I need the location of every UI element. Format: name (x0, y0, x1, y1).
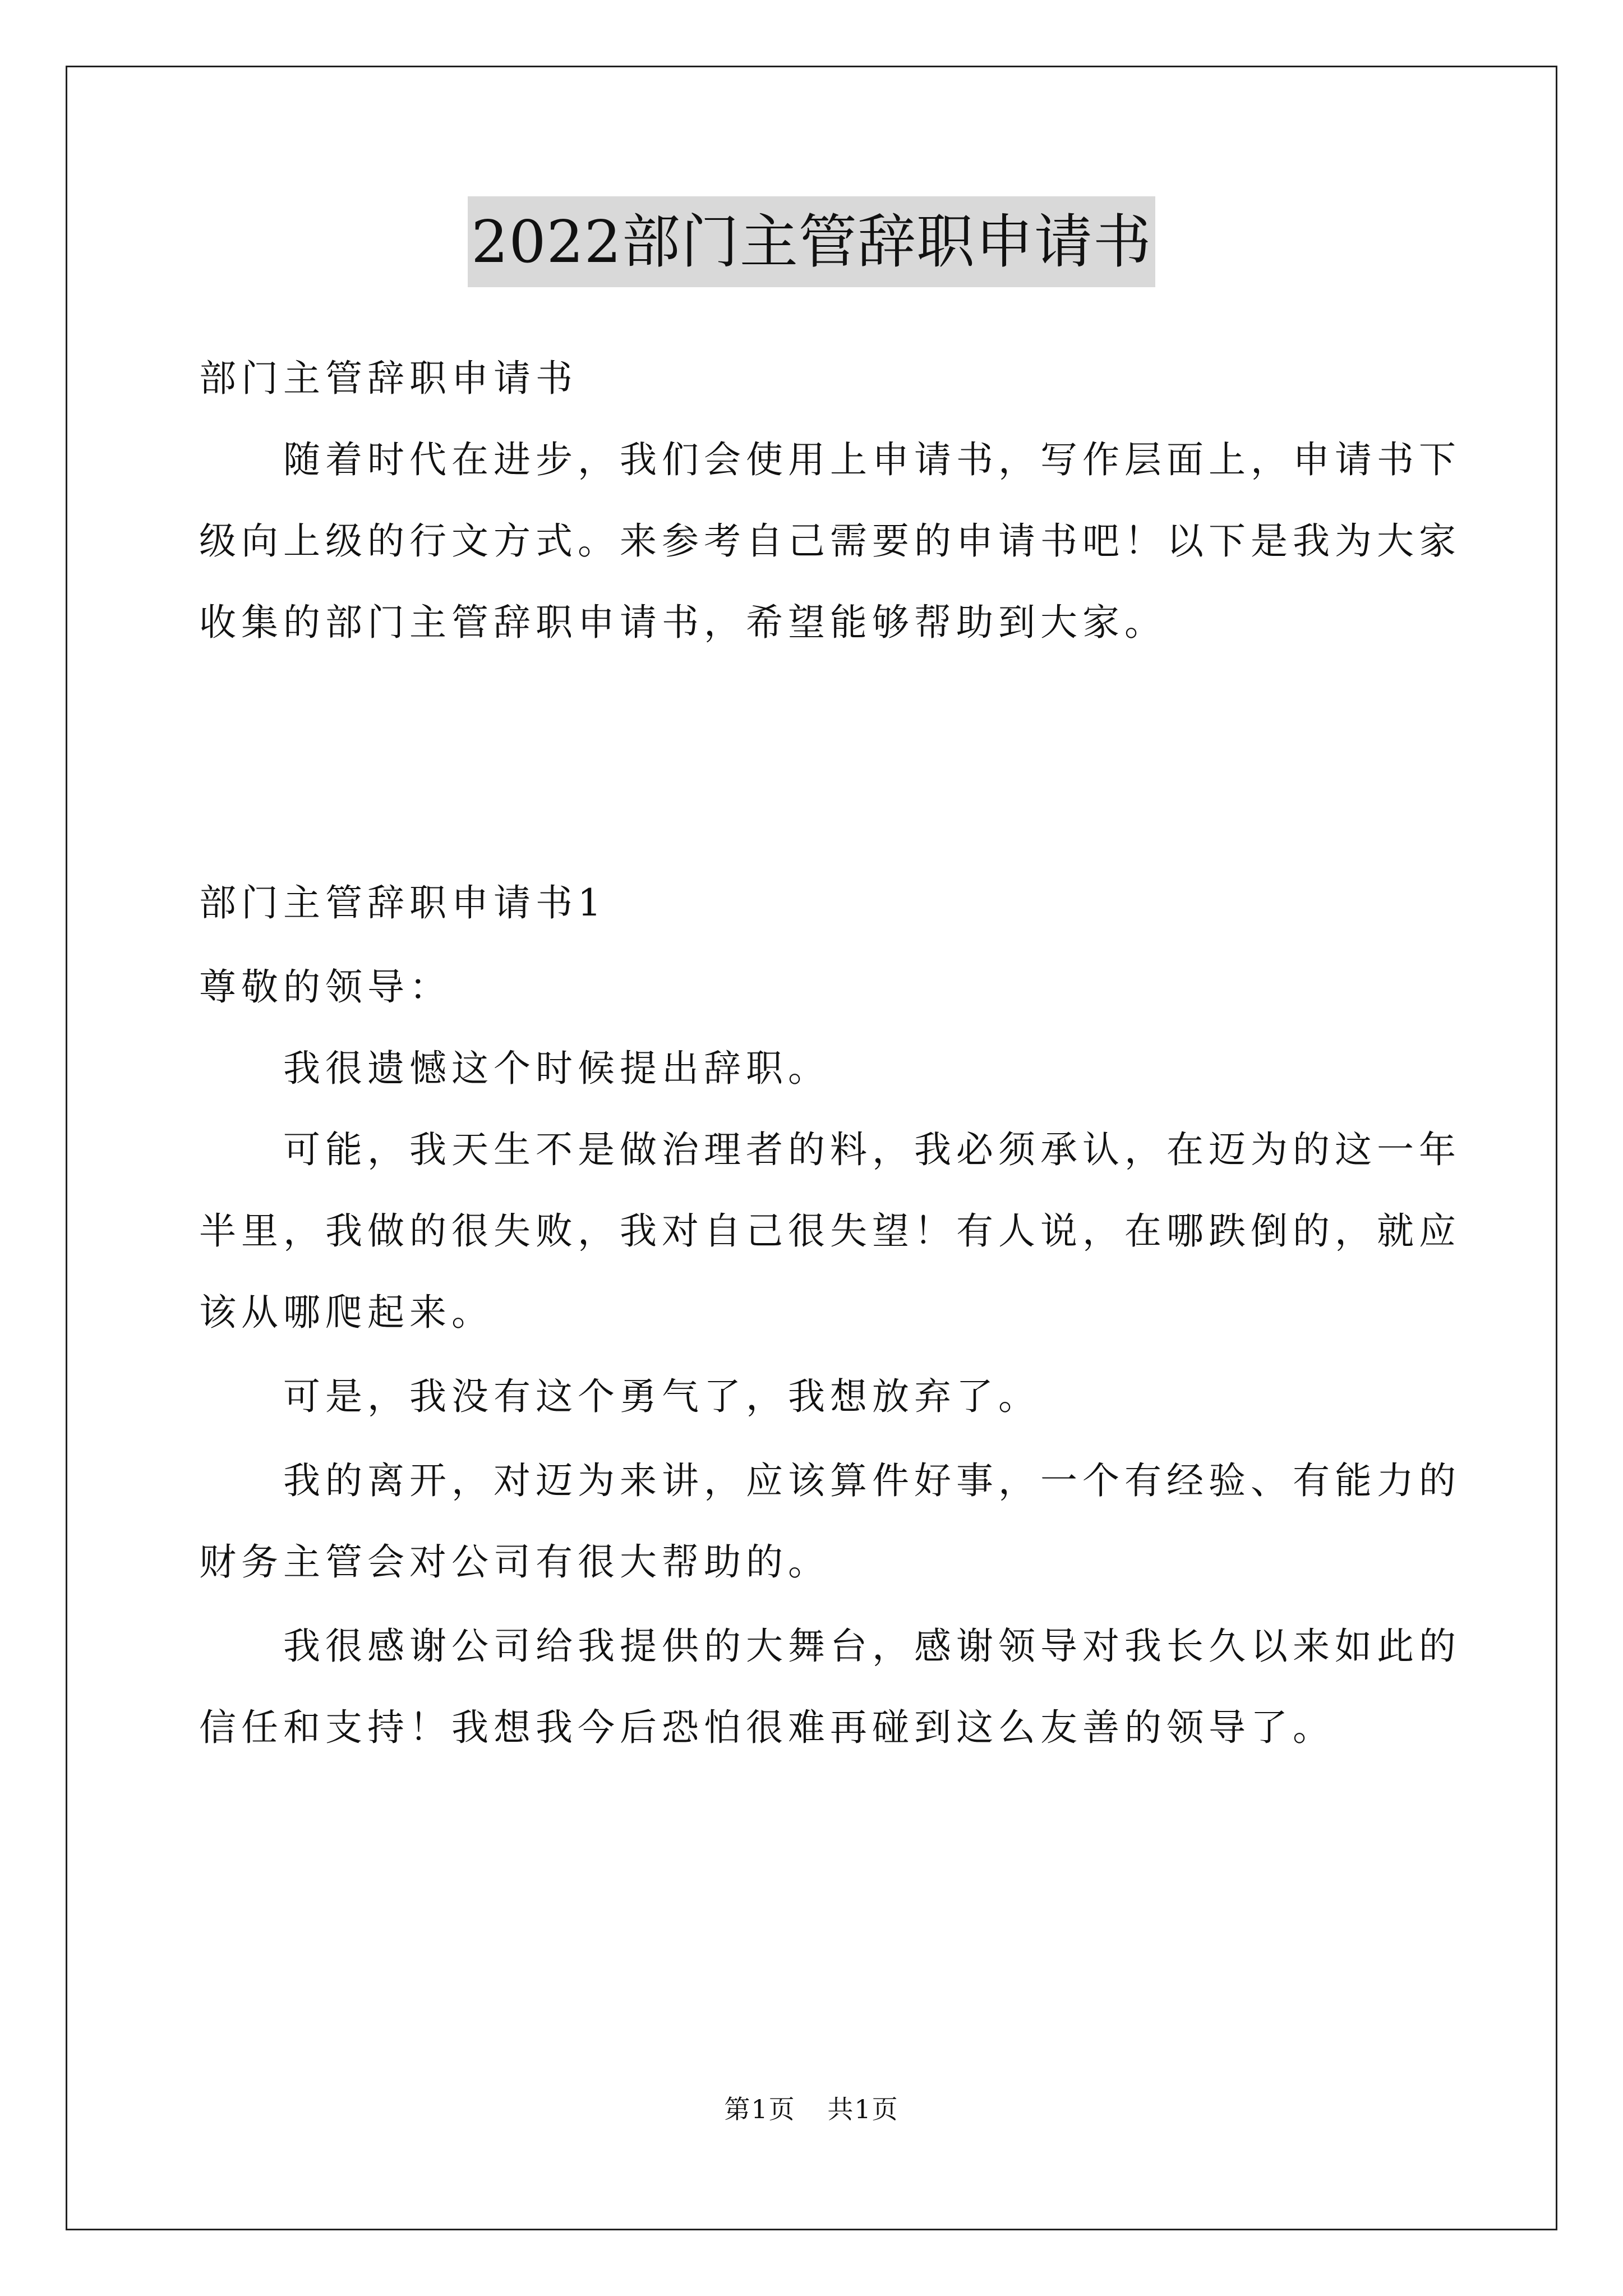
title-container (0, 196, 1623, 287)
paragraph-line: 我很感谢公司给我提供的大舞台，感谢领导对我长久以来如此的 (199, 1625, 1461, 1668)
document-title: 2022部门主管辞职申请书 (468, 196, 1155, 287)
paragraph-line: 级向上级的行文方式。来参考自己需要的申请书吧！以下是我为大家 (199, 519, 1461, 563)
paragraph-line: 我很遗憾这个时候提出辞职。 (199, 1047, 830, 1090)
paragraph-line: 可是，我没有这个勇气了，我想放弃了。 (199, 1375, 1040, 1418)
section-heading: 部门主管辞职申请书 (199, 357, 578, 400)
salutation: 尊敬的领导： (199, 965, 451, 1009)
paragraph-line: 该从哪爬起来。 (199, 1291, 494, 1334)
page-total: 共1页 (827, 2094, 899, 2124)
paragraph-line: 财务主管会对公司有很大帮助的。 (199, 1540, 830, 1584)
page-footer (0, 2092, 1623, 2126)
section-heading: 部门主管辞职申请书1 (199, 881, 606, 924)
paragraph-line: 我的离开，对迈为来讲，应该算件好事，一个有经验、有能力的 (199, 1459, 1461, 1502)
paragraph-line: 可能，我天生不是做治理者的料，我必须承认，在迈为的这一年 (199, 1128, 1461, 1171)
paragraph-line: 收集的部门主管辞职申请书，希望能够帮助到大家。 (199, 601, 1166, 644)
page-number: 第1页 (724, 2094, 796, 2124)
paragraph-line: 信任和支持！我想我今后恐怕很难再碰到这么友善的领导了。 (199, 1706, 1335, 1749)
paragraph-line: 随着时代在进步，我们会使用上申请书，写作层面上，申请书下 (199, 438, 1461, 481)
paragraph-line: 半里，我做的很失败，我对自己很失望！有人说，在哪跌倒的，就应 (199, 1209, 1461, 1253)
